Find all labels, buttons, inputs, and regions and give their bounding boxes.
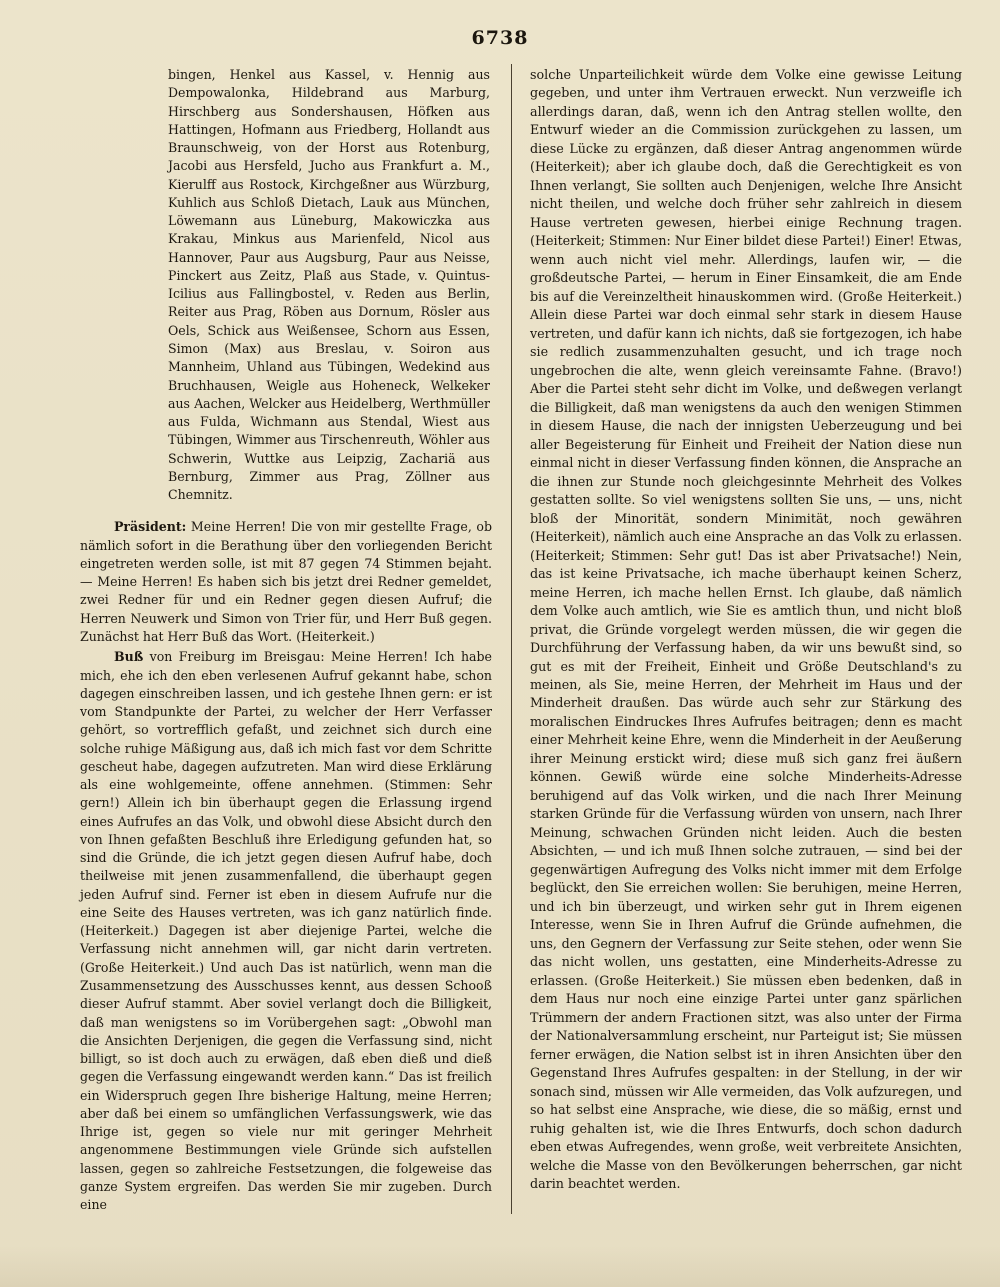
right-column xyxy=(530,66,962,1194)
right-column-text: solche Unparteilichkeit würde dem Volke eine gewisse Leitung gegeben, und unter ihm Vertrauen erweckt. Nun verzweifle ich allerdings daran, daß, wenn ich den Antrag stellen wollte, den Entwurf wieder an die Commission zurückgehen zu lassen, um diese Lücke zu ergänzen, daß dieser Antrag angenommen würde (Heiterkeit); aber ich glaube doch, daß die Gerechtigkeit es von Ihnen verlangt, Sie sollten auch Denjenigen, welche Ihre Ansicht nicht theilen, und welche doch früher sehr zahlreich in diesem Hause vertreten gewesen, hierbei einige Rechnung tragen. (Heiterkeit; Stimmen: Nur Einer bildet diese Partei!) Einer! Etwas, wenn auch nicht viel mehr. Allerdings, laufen wir, — die großdeutsche Partei, — herum in Einer Einsamkeit, die am Ende bis auf die Vereinzeltheit hinauskommen wird. (Große Heiterkeit.) Allein diese Partei war doch einmal sehr stark in diesem Hause vertreten, und dafür kann ich nichts, daß sie fortgezogen, ich habe sie redlich zusammenzuhalten gesucht, und ich trage noch ungebrochen die alte, wenn gleich vereinsamte Fahne. (Bravo!) Aber die Partei steht sehr dicht im Volke, und deßwegen verlangt die Billigkeit, daß man wenigstens da auch den wenigen Stimmen in diesem Hause, die nach der innigsten Ueberzeugung und bei aller Begeisterung für Einheit und Freiheit der Nation diese nun einmal nicht in dieser Verfassung finden können, die Ansprache an die ihnen zur Stunde noch gleichgesinnte Mehrheit des Volkes gestatten sollte. So viel wenigstens sollten Sie uns, — uns, nicht bloß der Minorität, sondern Minimität, noch gewähren (Heiterkeit), nämlich auch eine Ansprache an das Volk zu erlassen. (Heiterkeit; Stimmen: Sehr gut! Das ist aber Privatsache!) Nein, das ist keine Privatsache, ich mache überhaupt keinen Scherz, meine Herren, ich mache hellen Ernst. Ich glaube, daß nämlich dem Volke auch amtlich, wie Sie es amtlich thun, und nicht bloß privat, die Gründe vorgelegt werden müssen, die wir gegen die Durchführung der Verfassung haben, da wir uns bewußt sind, so gut es mit der Freiheit, Einheit und Größe Deutschland's zu meinen, als Sie, meine Herren, der Mehrheit im Haus und der Minderheit draußen. Das würde auch sehr zur Stärkung des moralischen Eindruckes Ihres Aufrufes beitragen; denn es macht einer Mehrheit keine Ehre, wenn die Minderheit in der Aeußerung ihrer Meinung erstickt wird; diese muß sich ganz frei äußern können. Gewiß würde eine solche Minderheits-Adresse beruhigend auf das Volk wirken, und die nach Ihrer Meinung starken Gründe für die Verfassung würden von unsern, nach Ihrer Meinung, schwachen Gründen nicht leiden. Auch die besten Absichten, — und ich muß Ihnen solche zutrauen, — sind bei der gegenwärtigen Aufregung des Volks nicht immer mit dem Erfolge beglückt, den Sie erreichen wollen: Sie beruhigen, meine Herren, und ich bin überzeugt, und wirken sehr gut in Ihrem eigenen Interesse, wenn Sie in Ihren Aufruf die Gründe aufnehmen, die uns, den Gegnern der Verfassung zur Seite stehen, oder wenn Sie das nicht wollen, uns gestatten, eine Minderheits-Adresse zu erlassen. (Große Heiterkeit.) Sie müssen eben bedenken, daß in dem Haus nur noch eine einzige Partei unter ganz spärlichen Trümmern der andern Fractionen sitzt, was also unter der Firma der Nationalversammlung erscheint, nur Parteigut ist; Sie müssen ferner erwägen, die Nation selbst ist in ihren Ansichten über den Gegenstand Ihres Aufrufes gespalten: in der Stellung, in der wir sonach sind, müssen wir Alle vermeiden, das Volk aufzuregen, und so hat selbst eine Ansprache, wie diese, die so mäßig, ernst und ruhig gehalten ist, wie die Ihres Entwurfs, doch schon dadurch eben etwas Aufregendes, wenn große, weit verbreitete Ansichten, welche die Masse von den Bevölkerungen beherrschen, gar nicht darin beachtet werden. xyxy=(530,67,962,1192)
president-text: Meine Herren! Die von mir gestellte Frage, ob nämlich sofort in die Berathung über den vorliegenden Bericht eingetreten werden solle, ist mit 87 gegen 74 Stimmen bejaht. — Meine Herren! Es haben sich bis jetzt drei Redner gemeldet, zwei Redner für und ein Redner gegen diesen Aufruf; die Herren Neuwerk und Simon von Trier für, und Herr Buß gegen. Zunächst hat Herr Buß das Wort. (Heiterkeit.) xyxy=(80,519,492,644)
president-speaker: Präsident: xyxy=(114,519,187,535)
page-number: 6738 xyxy=(471,27,529,49)
buss-text: von Freiburg im Breisgau: Meine Herren! Ich habe mich, ehe ich den eben verlesenen Aufruf gekannt habe, schon dagegen einschreiben lassen, und ich gestehe Ihnen gern: er ist vom Standpunkte der Partei, zu welcher der Herr Verfasser gehört, so vortrefflich gefaßt, und zeichnet sich durch eine solche ruhige Mäßigung aus, daß ich mich fast vor dem Schritte gescheut habe, dagegen aufzutreten. Man wird diese Erklärung als eine wohlgemeinte, offene annehmen. (Stimmen: Sehr gern!) Allein ich bin überhaupt gegen die Erlassung irgend eines Aufrufes an das Volk, und obwohl diese Absicht durch den von Ihnen gefaßten Beschluß ihre Erledigung gefunden hat, so sind die Gründe, die ich jetzt gegen diesen Aufruf habe, doch theilweise mit jenen zusammenfallend, die überhaupt gegen jeden Aufruf sind. Ferner ist eben in diesem Aufrufe nur die eine Seite des Hauses vertreten, was ich ganz natürlich finde. (Heiterkeit.) Dagegen ist aber diejenige Partei, welche die Verfassung nicht annehmen will, gar nicht darin vertreten. (Große Heiterkeit.) Und auch Das ist natürlich, wenn man die Zusammensetzung des Ausschusses kennt, aus dessen Schooß dieser Aufruf stammt. Aber soviel verlangt doch die Billigkeit, daß man wenigstens so im Vorübergehen sagt: „Obwohl man die Ansichten Derjenigen, die gegen die Verfassung sind, nicht billigt, so ist doch auch zu erwägen, daß eben dieß und dieß gegen die Verfassung eingewandt werden kann.“ Das ist freilich ein Widerspruch gegen Ihre bisherige Haltung, meine Herren; aber daß bei einem so umfänglichen Verfassungswerk, wie das Ihrige ist, gegen so viele nur mit geringer Mehrheit angenommene Bestimmungen viele Gründe sich aufstellen lassen, gegen so zahlreiche Festsetzungen, die folgeweise das ganze System ergreifen. Das werden Sie mir zugeben. Durch eine xyxy=(80,649,492,1213)
vote-names-list: bingen, Henkel aus Kassel, v. Hennig aus Dempowalonka, Hildebrand aus Marburg, Hirschberg aus Sondershausen, Höfken aus Hattingen, Hofmann aus Friedberg, Hollandt aus Braunschweig, von der Horst aus Rotenburg, Jacobi aus Hersfeld, Jucho aus Frankfurt a. M., Kierulff aus Rostock, Kirchgeßner aus Würzburg, Kuhlich aus Schloß Dietach, Lauk aus München, Löwemann aus Lüneburg, Makowiczka aus Krakau, Minkus aus Marienfeld, Nicol aus Hannover, Paur aus Augsburg, Paur aus Neisse, Pinckert aus Zeitz, Plaß aus Stade, v. Quintus-Icilius aus Fallingbostel, v. Reden aus Berlin, Reiter aus Prag, Röben aus Dornum, Rösler aus Oels, Schick aus Weißensee, Schorn aus Essen, Simon (Max) aus Breslau, v. Soiron aus Mannheim, Uhland aus Tübingen, Wedekind aus Bruchhausen, Weigle aus Hoheneck, Welkeker aus Aachen, Welcker aus Heidelberg, Werthmüller aus Fulda, Wichmann aus Stendal, Wiest aus Tübingen, Wimmer aus Tirschenreuth, Wöhler aus Schwerin, Wuttke aus Leipzig, Zachariä aus Bernburg, Zimmer aus Prag, Zöllner aus Chemnitz. xyxy=(168,67,490,503)
page-bottom-shading xyxy=(0,1245,1000,1287)
spacer xyxy=(80,504,492,516)
column-divider xyxy=(511,64,512,1214)
president-paragraph xyxy=(80,518,492,646)
buss-paragraph xyxy=(80,648,492,1214)
left-column xyxy=(80,66,492,1214)
buss-speaker: Buß xyxy=(114,649,144,665)
